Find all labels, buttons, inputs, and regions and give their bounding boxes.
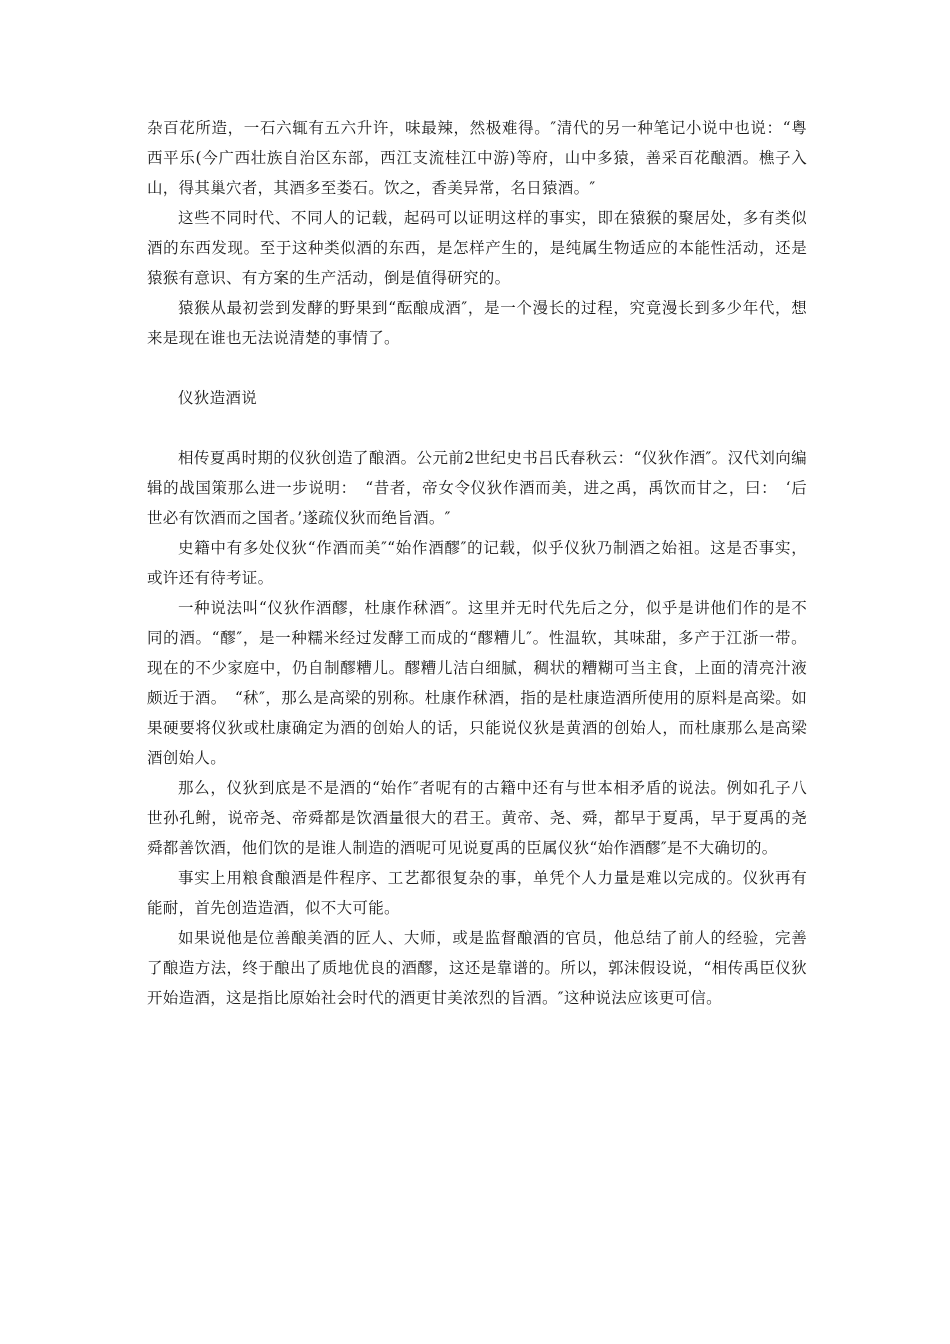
paragraph: 如果说他是位善酿美酒的匠人、大师，或是监督酿酒的官员，他总结了前人的经验，完善了酿造方法，终于酿出了质地优良的酒醪，这还是靠谱的。所以，郭沫假设说，“相传禹臣仪狄开始造酒，这是指比原始社会时代的酒更甘美浓烈的旨酒。″这种说法应该更可信。 (147, 929, 807, 1007)
paragraph: 事实上用粮食酿酒是件程序、工艺都很复杂的事，单凭个人力量是难以完成的。仪狄再有能耐，首先创造造酒，似不大可能。 (147, 869, 807, 917)
paragraph: 那么，仪狄到底是不是酒的“始作″者呢有的古籍中还有与世本相矛盾的说法。例如孔子八世孙孔鲋，说帝尧、帝舜都是饮酒量很大的君王。黄帝、尧、舜，都早于夏禹，早于夏禹的尧舜都善饮酒，他们饮的是谁人制造的酒呢可见说夏禹的臣属仪狄“始作酒醪″是不大确切的。 (147, 779, 807, 857)
section-heading: 仪狄造酒说 (178, 389, 258, 407)
paragraph: 这些不同时代、不同人的记载，起码可以证明这样的事实，即在猿猴的聚居处，多有类似酒的东西发现。至于这种类似酒的东西，是怎样产生的，是纯属生物适应的本能性活动，还是猿猴有意识、有方案的生产活动，倒是值得研究的。 (147, 209, 807, 287)
document-page (147, 113, 807, 1013)
paragraph-continued: 杂百花所造，一石六辄有五六升许，味最辣，然极难得。″清代的另一种笔记小说中也说：“粤西平乐(今广西壮族自治区东部，西江支流桂江中游)等府，山中多猿，善采百花酿酒。樵子入山，得其巢穴者，其酒多至娄石。饮之，香美异常，名日猿酒。″ (147, 119, 807, 197)
paragraph: 猿猴从最初尝到发酵的野果到“酝酿成酒″，是一个漫长的过程，究竟漫长到多少年代，想来是现在谁也无法说清楚的事情了。 (147, 299, 807, 347)
paragraph: 史籍中有多处仪狄“作酒而美″“始作酒醪″的记载，似乎仪狄乃制酒之始祖。这是否事实，或许还有待考证。 (147, 539, 807, 587)
paragraph: 相传夏禹时期的仪狄创造了酿酒。公元前2世纪史书吕氏春秋云：“仪狄作酒″。汉代刘向编辑的战国策那么进一步说明： “昔者，帝女令仪狄作酒而美，进之禹，禹饮而甘之，曰： ‘后世必有饮酒而之国者。’遂疏仪狄而绝旨酒。″ (147, 449, 807, 527)
paragraph: 一种说法叫“仪狄作酒醪，杜康作秫酒″。这里并无时代先后之分，似乎是讲他们作的是不同的酒。“醪″，是一种糯米经过发酵工而成的“醪糟儿″。性温软，其味甜，多产于江浙一带。现在的不少家庭中，仍自制醪糟儿。醪糟儿洁白细腻，稠状的糟糊可当主食，上面的清亮汁液颇近于酒。 “秫″，那么是高梁的别称。杜康作秫酒，指的是杜康造酒所使用的原料是高梁。如果硬要将仪狄或杜康确定为酒的创始人的话，只能说仪狄是黄酒的创始人，而杜康那么是高梁酒创始人。 (147, 599, 807, 767)
